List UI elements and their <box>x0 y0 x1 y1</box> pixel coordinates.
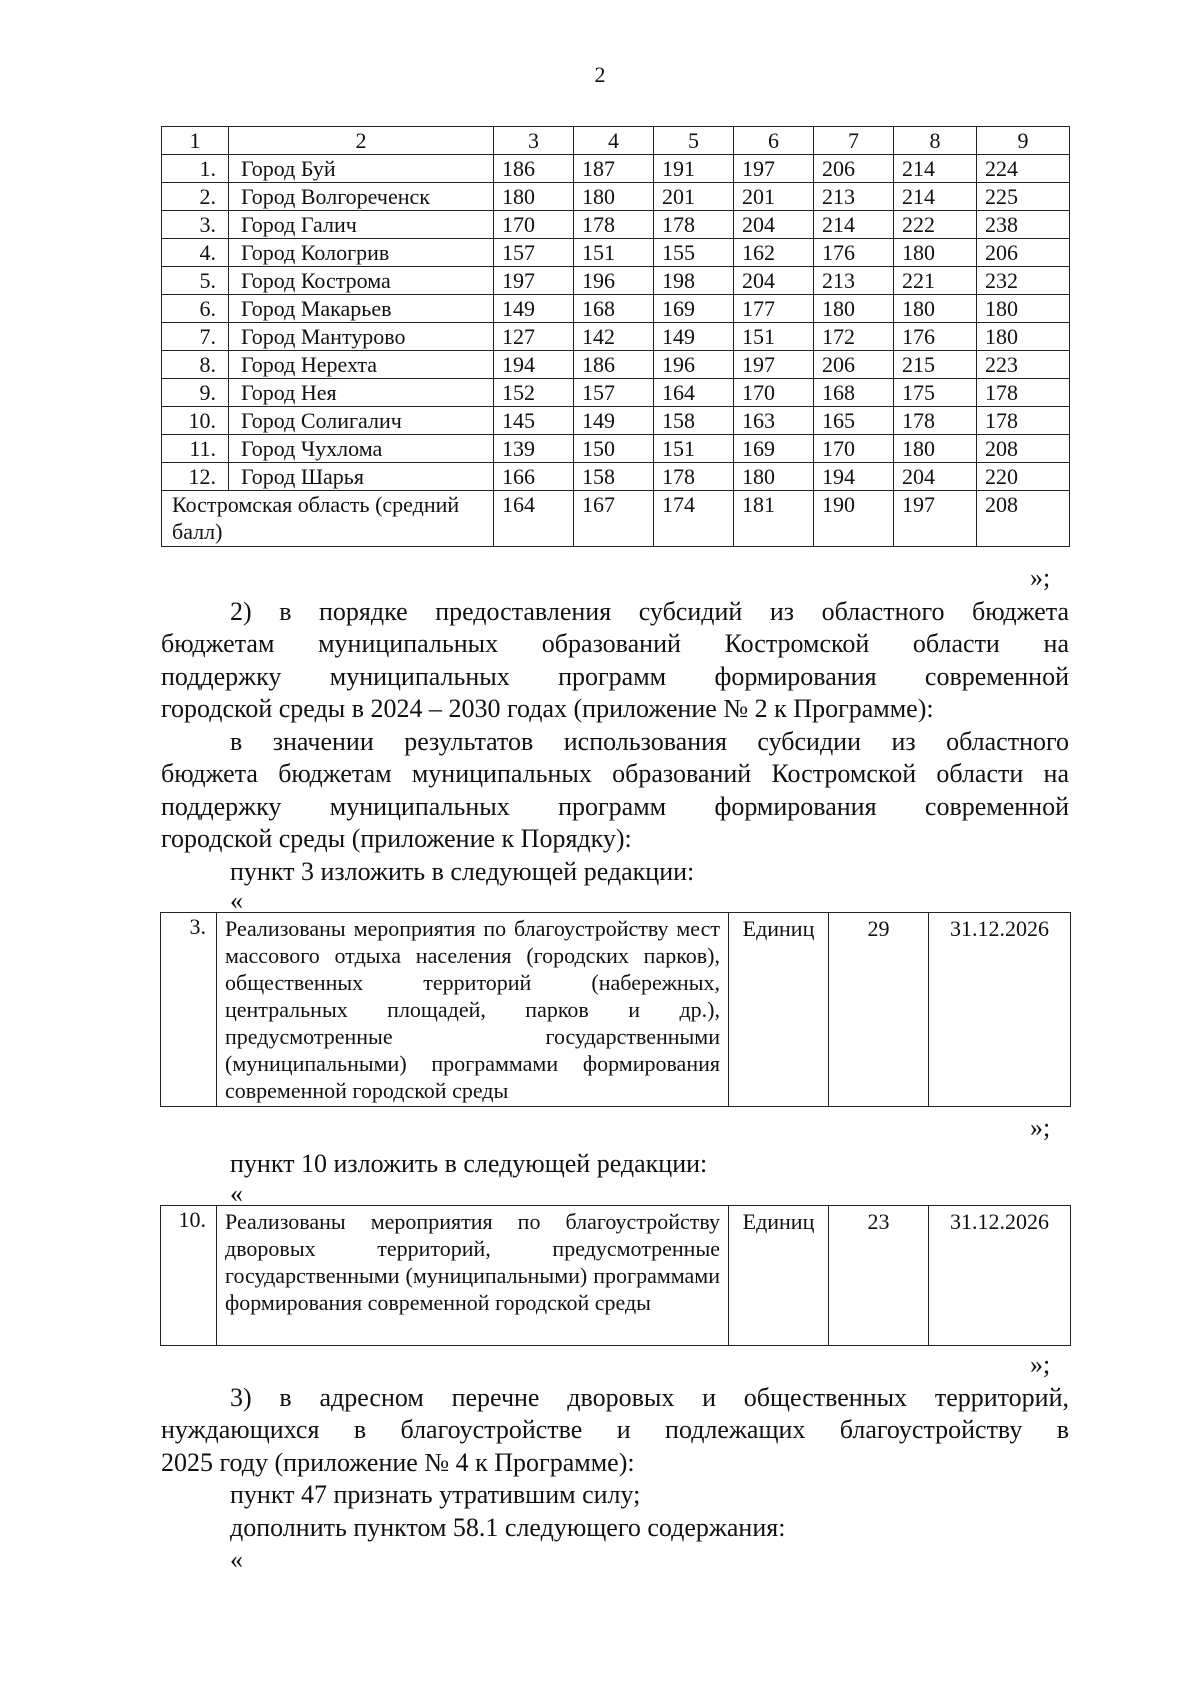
row-number: 7. <box>162 323 229 351</box>
score-cell: 142 <box>574 323 654 351</box>
score-cell: 157 <box>574 379 654 407</box>
score-cell: 172 <box>814 323 894 351</box>
score-cell: 194 <box>814 463 894 491</box>
score-cell: 222 <box>894 211 977 239</box>
row-number: 8. <box>162 351 229 379</box>
opening-quote: « <box>230 1179 243 1208</box>
score-cell: 187 <box>574 155 654 183</box>
closing-quote: »; <box>1030 563 1051 592</box>
section2-subline: в значении результатов использования субсидии из областного <box>230 727 1069 756</box>
item10-table <box>160 1205 1071 1346</box>
item-description: Реализованы мероприятия по благоустройству мест массового отдыха населения (городских парков), общественных территорий (набережных, центральных площадей, парков и др.), предусмотренные государственными (муниципальными) программами формирования современной городской среды <box>217 913 729 1107</box>
section2-subline: бюджета бюджетам муниципальных образований Костромской области на <box>161 759 1069 788</box>
table-row <box>162 239 1070 267</box>
score-cell: 170 <box>494 211 574 239</box>
item-date: 31.12.2026 <box>929 913 1071 1107</box>
row-number: 12. <box>162 463 229 491</box>
score-cell: 197 <box>734 155 814 183</box>
score-cell: 208 <box>977 435 1070 463</box>
table-row <box>162 435 1070 463</box>
table-row <box>162 267 1070 295</box>
score-cell: 214 <box>894 155 977 183</box>
column-header: 2 <box>229 127 494 155</box>
score-cell: 197 <box>734 351 814 379</box>
section2-line: бюджетам муниципальных образований Костромской области на <box>161 629 1069 658</box>
item-date: 31.12.2026 <box>929 1206 1071 1346</box>
section3-line: 2025 году (приложение № 4 к Программе): <box>161 1448 635 1477</box>
city-name: Город Макарьев <box>229 295 494 323</box>
score-cell: 163 <box>734 407 814 435</box>
table-row <box>162 407 1070 435</box>
section3-line: 3) в адресном перечне дворовых и общественных территорий, <box>230 1383 1069 1412</box>
score-cell: 180 <box>814 295 894 323</box>
opening-quote: « <box>230 886 243 915</box>
item-description: Реализованы мероприятия по благоустройству дворовых территорий, предусмотренные государственными (муниципальными) программами формирования современной городской среды <box>217 1206 729 1346</box>
score-cell: 177 <box>734 295 814 323</box>
row-number: 11. <box>162 435 229 463</box>
score-cell: 162 <box>734 239 814 267</box>
city-name: Город Волгореченск <box>229 183 494 211</box>
score-cell: 176 <box>894 323 977 351</box>
score-cell: 168 <box>814 379 894 407</box>
table-row <box>162 463 1070 491</box>
score-cell: 186 <box>494 155 574 183</box>
score-cell: 215 <box>894 351 977 379</box>
average-cell: 190 <box>814 491 894 547</box>
column-header: 5 <box>654 127 734 155</box>
column-header: 7 <box>814 127 894 155</box>
table-row <box>162 155 1070 183</box>
score-cell: 139 <box>494 435 574 463</box>
section2-line: поддержку муниципальных программ формирования современной <box>161 662 1069 691</box>
total-row <box>162 491 1070 547</box>
score-cell: 214 <box>814 211 894 239</box>
column-header: 8 <box>894 127 977 155</box>
table-row <box>162 183 1070 211</box>
score-cell: 186 <box>574 351 654 379</box>
score-cell: 213 <box>814 267 894 295</box>
score-cell: 196 <box>654 351 734 379</box>
score-cell: 180 <box>977 323 1070 351</box>
score-cell: 180 <box>894 435 977 463</box>
score-cell: 149 <box>574 407 654 435</box>
score-cell: 178 <box>977 407 1070 435</box>
item47-text: пункт 47 признать утратившим силу; <box>230 1480 641 1509</box>
column-header: 4 <box>574 127 654 155</box>
score-cell: 178 <box>654 463 734 491</box>
score-cell: 151 <box>734 323 814 351</box>
score-cell: 164 <box>654 379 734 407</box>
row-number: 3. <box>162 211 229 239</box>
score-cell: 201 <box>654 183 734 211</box>
score-cell: 180 <box>894 239 977 267</box>
table-row <box>162 295 1070 323</box>
score-cell: 180 <box>894 295 977 323</box>
average-cell: 181 <box>734 491 814 547</box>
item-number: 3. <box>161 913 217 1107</box>
score-cell: 151 <box>574 239 654 267</box>
region-average-label: Костромская область (средний балл) <box>162 491 494 547</box>
score-cell: 220 <box>977 463 1070 491</box>
city-name: Город Кологрив <box>229 239 494 267</box>
section3-line: нуждающихся в благоустройстве и подлежащих благоустройству в <box>161 1415 1069 1444</box>
closing-quote: »; <box>1030 1350 1051 1379</box>
score-cell: 180 <box>494 183 574 211</box>
city-name: Город Нерехта <box>229 351 494 379</box>
item10-intro: пункт 10 изложить в следующей редакции: <box>230 1149 708 1178</box>
score-cell: 169 <box>734 435 814 463</box>
table-row <box>162 323 1070 351</box>
score-cell: 224 <box>977 155 1070 183</box>
city-name: Город Солигалич <box>229 407 494 435</box>
score-cell: 178 <box>574 211 654 239</box>
item-value: 29 <box>829 913 929 1107</box>
score-cell: 178 <box>654 211 734 239</box>
score-cell: 170 <box>734 379 814 407</box>
score-cell: 204 <box>894 463 977 491</box>
score-cell: 201 <box>734 183 814 211</box>
score-cell: 238 <box>977 211 1070 239</box>
score-cell: 150 <box>574 435 654 463</box>
section2-line: 2) в порядке предоставления субсидий из областного бюджета <box>230 597 1069 626</box>
row-number: 10. <box>162 407 229 435</box>
row-number: 9. <box>162 379 229 407</box>
score-cell: 197 <box>494 267 574 295</box>
score-cell: 178 <box>977 379 1070 407</box>
score-cell: 178 <box>894 407 977 435</box>
section2-subline: поддержку муниципальных программ формирования современной <box>161 792 1069 821</box>
row-number: 6. <box>162 295 229 323</box>
score-cell: 165 <box>814 407 894 435</box>
section2-line: городской среды в 2024 – 2030 годах (приложение № 2 к Программе): <box>161 694 934 723</box>
score-cell: 158 <box>654 407 734 435</box>
city-name: Город Кострома <box>229 267 494 295</box>
item3-table <box>160 912 1071 1107</box>
score-cell: 180 <box>734 463 814 491</box>
score-cell: 214 <box>894 183 977 211</box>
score-cell: 170 <box>814 435 894 463</box>
score-cell: 155 <box>654 239 734 267</box>
page-number: 2 <box>594 62 606 87</box>
score-cell: 221 <box>894 267 977 295</box>
score-cell: 149 <box>494 295 574 323</box>
item-value: 23 <box>829 1206 929 1346</box>
score-cell: 127 <box>494 323 574 351</box>
score-cell: 180 <box>574 183 654 211</box>
average-cell: 208 <box>977 491 1070 547</box>
item-unit: Единиц <box>729 913 829 1107</box>
score-cell: 196 <box>574 267 654 295</box>
row-number: 2. <box>162 183 229 211</box>
score-cell: 152 <box>494 379 574 407</box>
city-name: Город Буй <box>229 155 494 183</box>
average-cell: 167 <box>574 491 654 547</box>
table-row <box>162 351 1070 379</box>
score-cell: 225 <box>977 183 1070 211</box>
city-name: Город Галич <box>229 211 494 239</box>
score-cell: 175 <box>894 379 977 407</box>
average-cell: 164 <box>494 491 574 547</box>
score-cell: 157 <box>494 239 574 267</box>
row-number: 1. <box>162 155 229 183</box>
score-cell: 145 <box>494 407 574 435</box>
average-cell: 174 <box>654 491 734 547</box>
opening-quote: « <box>230 1545 243 1574</box>
score-cell: 206 <box>814 155 894 183</box>
score-cell: 194 <box>494 351 574 379</box>
city-name: Город Шарья <box>229 463 494 491</box>
score-cell: 198 <box>654 267 734 295</box>
item3-intro: пункт 3 изложить в следующей редакции: <box>230 857 695 886</box>
score-cell: 204 <box>734 267 814 295</box>
item-number: 10. <box>161 1206 217 1346</box>
column-header: 3 <box>494 127 574 155</box>
item-unit: Единиц <box>729 1206 829 1346</box>
column-header: 6 <box>734 127 814 155</box>
average-cell: 197 <box>894 491 977 547</box>
closing-quote: »; <box>1030 1113 1051 1142</box>
section2-subline: городской среды (приложение к Порядку): <box>161 824 632 853</box>
score-cell: 180 <box>977 295 1070 323</box>
table-row <box>162 379 1070 407</box>
score-cell: 169 <box>654 295 734 323</box>
city-name: Город Нея <box>229 379 494 407</box>
score-cell: 223 <box>977 351 1070 379</box>
results-table <box>161 126 1070 547</box>
score-cell: 191 <box>654 155 734 183</box>
score-cell: 168 <box>574 295 654 323</box>
column-header: 1 <box>162 127 229 155</box>
score-cell: 206 <box>814 351 894 379</box>
score-cell: 206 <box>977 239 1070 267</box>
score-cell: 213 <box>814 183 894 211</box>
item58-text: дополнить пунктом 58.1 следующего содержания: <box>230 1513 786 1542</box>
city-name: Город Чухлома <box>229 435 494 463</box>
score-cell: 151 <box>654 435 734 463</box>
city-name: Город Мантурово <box>229 323 494 351</box>
row-number: 5. <box>162 267 229 295</box>
score-cell: 149 <box>654 323 734 351</box>
score-cell: 176 <box>814 239 894 267</box>
score-cell: 204 <box>734 211 814 239</box>
row-number: 4. <box>162 239 229 267</box>
score-cell: 232 <box>977 267 1070 295</box>
score-cell: 166 <box>494 463 574 491</box>
table-row <box>162 211 1070 239</box>
table-header-row <box>162 127 1070 155</box>
column-header: 9 <box>977 127 1070 155</box>
score-cell: 158 <box>574 463 654 491</box>
